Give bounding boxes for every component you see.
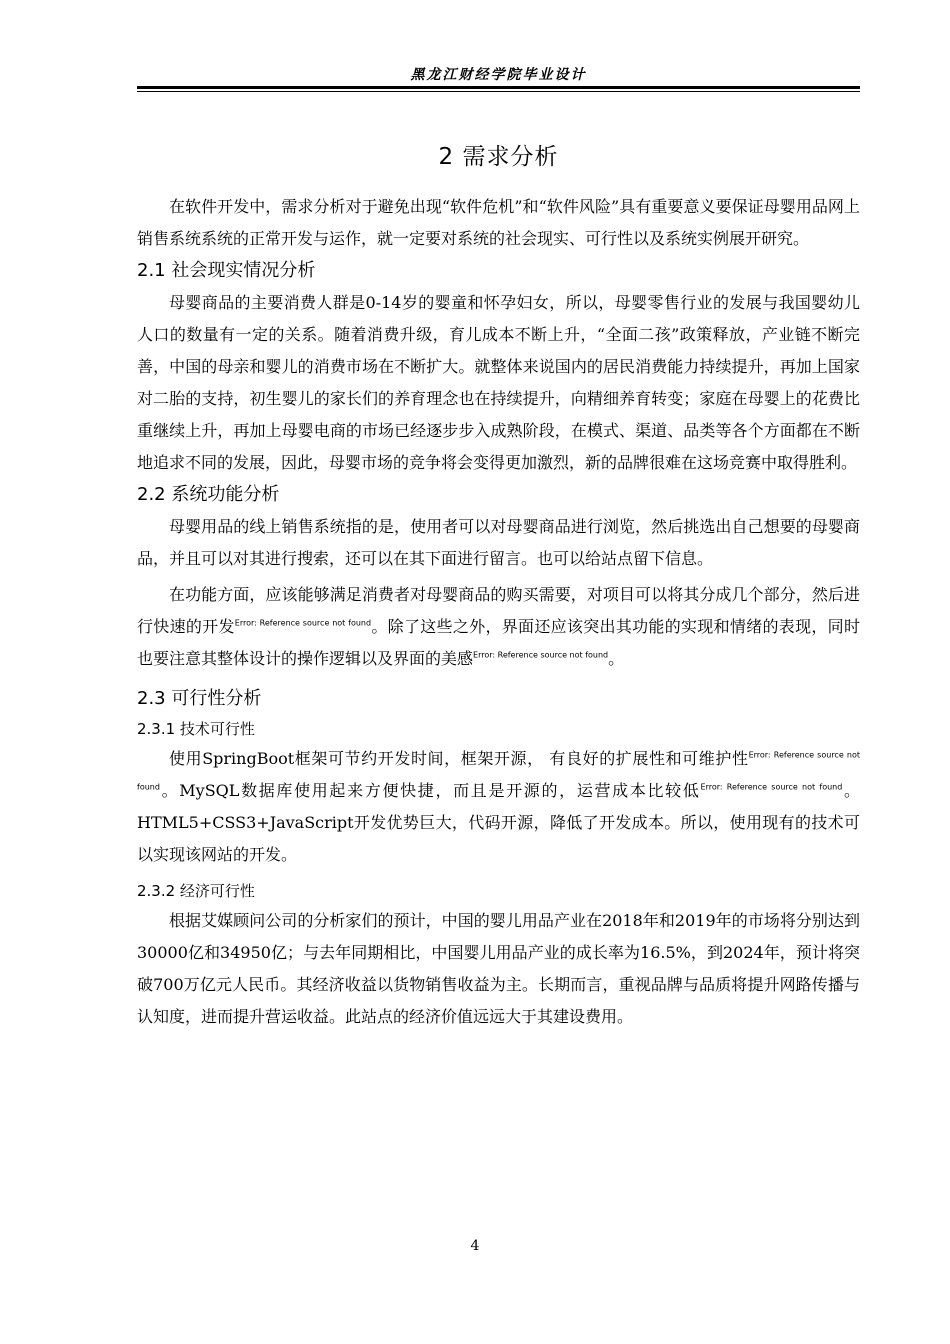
text-run: 在功能方面，应该能够满足消费者对母婴商品的购买需要，对项目可以将其分成几个部分，然后进行快速的开发: [137, 585, 860, 636]
text-run: 。MySQL数据库使用起来方便快捷，而且是开源的，运营成本比较低: [159, 781, 701, 800]
section-2-3-2-heading: 2.3.2 经济可行性: [137, 882, 255, 900]
header-rule-thin: [137, 91, 860, 92]
header-rule-thick: [137, 86, 860, 89]
reference-error-note: Error: Reference source not found: [473, 650, 609, 660]
section-2-2-paragraph-1: 母婴用品的线上销售系统指的是，使用者可以对母婴商品进行浏览，然后挑选出自己想要的母婴商品，并且可以对其进行搜索，还可以在其下面进行留言。也可以给站点留下信息。: [137, 517, 860, 568]
section-2-3-heading: 2.3 可行性分析: [137, 688, 262, 709]
text-run: 使用SpringBoot框架可节约开发时间，框架开源， 有良好的扩展性和可维护性: [169, 749, 749, 768]
page-number: 4: [470, 1238, 480, 1254]
section-2-3-2-paragraph: 根据艾媒顾问公司的分析家们的预计，中国的婴儿用品产业在2018年和2019年的市场将分别达到30000亿和34950亿；与去年同期相比，中国婴儿用品产业的成长率为16.5%，到2024年，预计将突破700万亿元人民币。其经济收益以货物销售收益为主。长期而言，重视品牌与品质将提升网路传播与认知度，进而提升营运收益。此站点的经济价值远远大于其建设费用。: [137, 911, 860, 1026]
section-2-2-heading: 2.2 系统功能分析: [137, 484, 280, 505]
section-2-3-1-paragraph: [137, 743, 860, 871]
section-2-1-paragraph: 母婴商品的主要消费人群是0-14岁的婴童和怀孕妇女，所以，母婴零售行业的发展与我国婴幼儿人口的数量有一定的关系。随着消费升级，育儿成本不断上升，“全面二孩”政策释放，产业链不断完善，中国的母亲和婴儿的消费市场在不断扩大。就整体来说国内的居民消费能力持续提升，再加上国家对二胎的支持，初生婴儿的家长们的养育理念也在持续提升，向精细养育转变；家庭在母婴上的花费比重继续上升，再加上母婴电商的市场已经逐步步入成熟阶段，在模式、渠道、品类等各个方面都在不断地追求不同的发展，因此，母婴市场的竞争将会变得更加激烈，新的品牌很难在这场竞赛中取得胜利。: [137, 293, 860, 472]
text-run: 。: [608, 649, 625, 668]
document-body: [137, 130, 860, 1033]
reference-error-note: Error: Reference source not found: [234, 618, 372, 628]
reference-error-note: Error: Reference source not found: [137, 750, 860, 792]
chapter-title: 2 需求分析: [438, 144, 559, 170]
text-run: 。除了这些之外，界面还应该突出其功能的实现和情绪的表现，同时也要注意其整体设计的操作逻辑以及界面的美感: [137, 617, 860, 668]
section-2-1-heading: 2.1 社会现实情况分析: [137, 260, 316, 281]
intro-paragraph: 在软件开发中，需求分析对于避免出现“软件危机”和“软件风险”具有重要意义要保证母婴用品网上销售系统系统的正常开发与运作，就一定要对系统的社会现实、可行性以及系统实例展开研究。: [137, 197, 860, 248]
section-2-2-paragraph-2: [137, 579, 860, 675]
page-header: 黑龙江财经学院毕业设计: [410, 67, 587, 83]
reference-error-note: Error: Reference source not found: [700, 782, 843, 792]
section-2-3-1-heading: 2.3.1 技术可行性: [137, 720, 255, 738]
text-run: 。HTML5+CSS3+JavaScript开发优势巨大，代码开源，降低了开发成本。所以，使用现有的技术可以实现该网站的开发。: [137, 781, 860, 864]
